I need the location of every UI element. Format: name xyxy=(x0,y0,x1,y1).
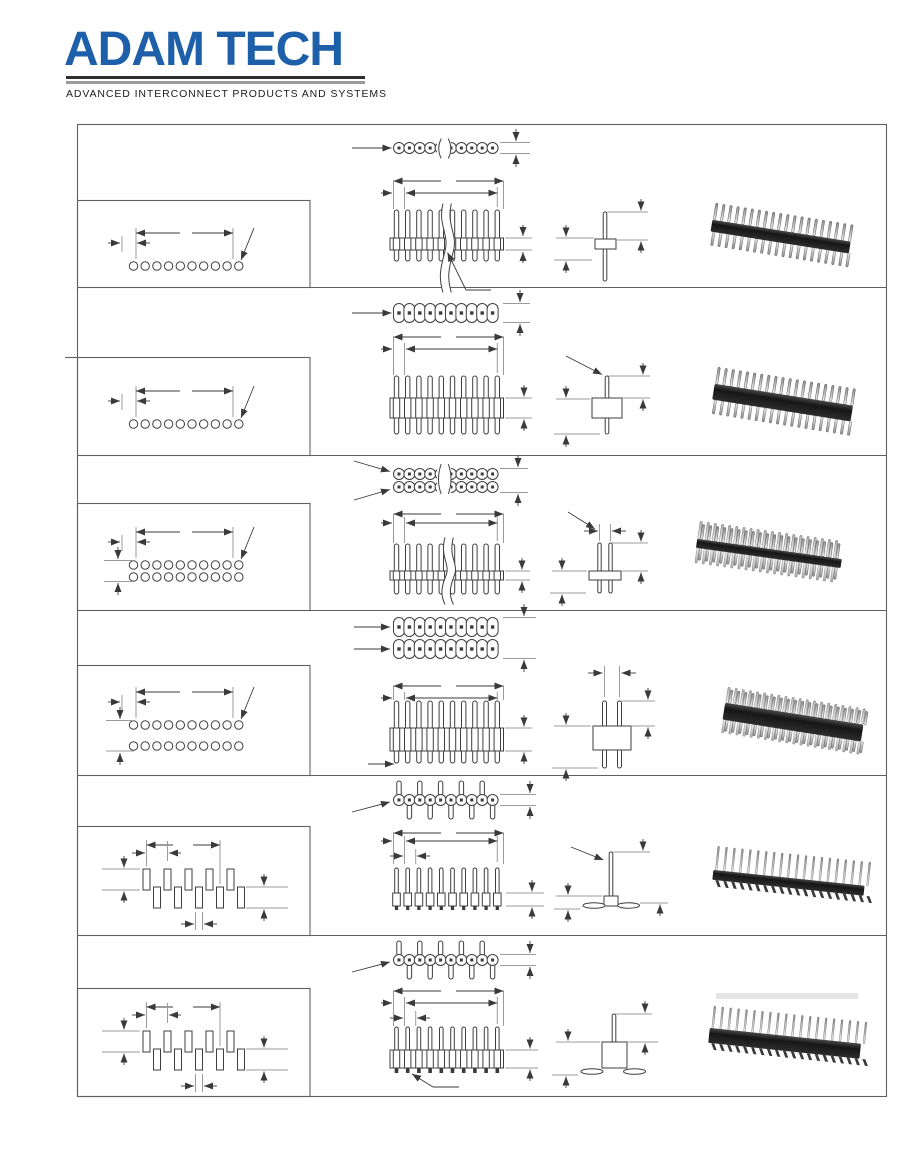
row4-side-view xyxy=(552,666,655,781)
row-3-dual-row-short xyxy=(78,455,845,611)
row1-top-view xyxy=(352,129,530,167)
row6-photo-smudge xyxy=(716,993,858,999)
row6-top-view xyxy=(352,941,536,979)
row1-side-view xyxy=(554,199,648,281)
row2-side-view xyxy=(554,356,650,447)
row1-pcb-hole-layout xyxy=(78,201,311,288)
row4-product-photo xyxy=(720,687,868,755)
adam-tech-logo: ADAM TECH xyxy=(64,23,343,76)
row2-front-view xyxy=(381,337,532,434)
row5-side-view xyxy=(554,839,668,922)
row-1-single-row-short xyxy=(78,129,855,292)
row5-top-view xyxy=(352,781,536,819)
row6-pcb-pad-layout xyxy=(78,989,311,1097)
row1-product-photo xyxy=(708,203,854,267)
row-5-smt-short xyxy=(78,781,877,936)
row3-front-view xyxy=(381,514,530,604)
row3-product-photo xyxy=(694,521,844,583)
row6-front-view xyxy=(381,991,538,1087)
brand-tagline: ADVANCED INTERCONNECT PRODUCTS AND SYSTEMS xyxy=(66,88,387,100)
row-2-single-row-tall xyxy=(65,290,857,456)
row3-side-view xyxy=(550,512,648,606)
row-6-smt-tall xyxy=(78,941,873,1097)
row6-side-view xyxy=(552,1001,658,1088)
row2-product-photo xyxy=(710,367,857,436)
row4-front-view xyxy=(368,686,532,764)
row2-top-view xyxy=(352,290,530,336)
row2-pcb-hole-layout xyxy=(65,358,310,456)
row3-top-view xyxy=(354,455,528,506)
row-4-dual-row-tall xyxy=(78,604,869,781)
row5-front-view xyxy=(381,833,544,919)
row4-top-view xyxy=(354,604,536,672)
row3-pcb-hole-layout xyxy=(78,504,311,611)
row1-front-view xyxy=(381,181,532,292)
row4-pcb-hole-layout xyxy=(78,666,311,776)
row6-product-photo xyxy=(708,1006,873,1066)
row5-pcb-pad-layout xyxy=(78,827,311,936)
row5-product-photo xyxy=(712,846,877,903)
